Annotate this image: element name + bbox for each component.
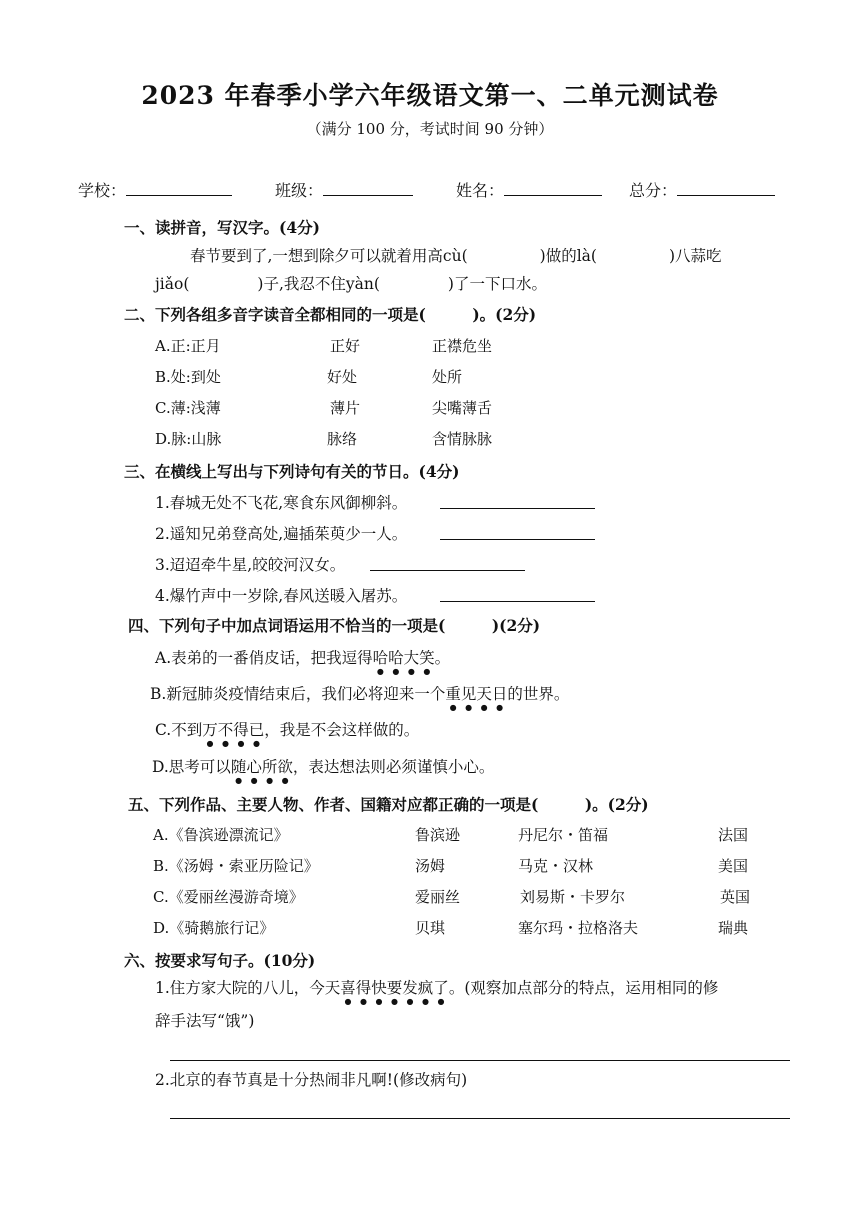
option-a[interactable]: A.正:正月 [155,337,221,355]
class-blank[interactable] [323,181,413,196]
q3-item-2: 2.遥知兄弟登高处,遍插茱萸少一人。 [155,525,408,543]
answer-line[interactable] [170,1060,790,1061]
q4-option-c[interactable] [155,718,419,748]
answer-line[interactable] [370,570,525,571]
q1-seg: )做的là( [539,247,597,265]
q1-heading: 一、读拼音，写汉字。(4分) [124,218,320,237]
q2-heading: 二、下列各组多音字读音全都相同的一项是( )。(2分) [124,305,537,324]
school-field[interactable] [78,178,232,201]
answer-line[interactable] [440,601,595,602]
q1-seg: jiǎo( [155,275,190,293]
q3-heading: 三、在横线上写出与下列诗句有关的节日。(4分) [124,462,460,481]
q4-seg: ，表达想法则必须谨慎小心。 [292,758,495,776]
q1-text-line2 [155,272,547,294]
class-label: 班级： [275,181,324,200]
q5-option-b[interactable]: B.《汤姆・索亚历险记》 [153,857,319,875]
school-label: 学校： [78,181,127,200]
answer-line[interactable] [170,1118,790,1119]
q5-person: 贝琪 [415,919,446,937]
q5-author: 塞尔玛・拉格洛夫 [518,919,639,937]
option-d[interactable]: D.脉:山脉 [155,430,222,448]
score-label: 总分： [629,181,678,200]
q4-seg: ，我是不会这样做的。 [264,721,420,739]
q5-nation: 英国 [720,888,751,906]
q5-author: 丹尼尔・笛福 [518,826,609,844]
q5-nation: 瑞典 [718,919,749,937]
q5-person: 爱丽丝 [415,888,461,906]
q6-seg: 1.住方家大院的八儿，今天 [155,979,341,997]
option-b-word2: 好处 [327,368,358,386]
option-c-word3: 尖嘴薄舌 [432,399,493,417]
q4-seg: 的世界。 [507,685,570,703]
q4-seg: B.新冠肺炎疫情结束后，我们必将迎来一个 [150,685,446,703]
q4-option-b[interactable] [150,682,569,712]
q5-option-a[interactable]: A.《鲁滨逊漂流记》 [153,826,289,844]
q5-nation: 美国 [718,857,749,875]
dotted-word: 哈哈大笑 [372,649,435,667]
score-blank[interactable] [677,181,775,196]
option-b-word3: 处所 [432,368,463,386]
q5-nation: 法国 [718,826,749,844]
q1-seg: 春节要到了,一想到除夕可以就着用高cù( [190,247,468,265]
q4-seg: C.不到 [155,721,203,739]
q5-author: 刘易斯・卡罗尔 [520,888,626,906]
q3-item-3: 3.迢迢牵牛星,皎皎河汉女。 [155,556,346,574]
name-label: 姓名： [456,181,505,200]
q5-option-d[interactable]: D.《骑鹅旅行记》 [153,919,275,937]
q4-seg: 。 [434,649,451,667]
q3-item-4: 4.爆竹声中一岁除,春风送暖入屠苏。 [155,587,408,605]
answer-line[interactable] [440,539,595,540]
score-field[interactable] [629,178,775,201]
q5-author: 马克・汉林 [518,857,594,875]
q1-seg: )八蒜吃 [668,247,722,265]
class-field[interactable] [275,178,413,201]
q4-seg: A.表弟的一番俏皮话，把我逗得 [155,649,373,667]
answer-line[interactable] [440,508,595,509]
dotted-word: 重见天日 [445,685,508,703]
q6-item-1 [155,976,718,1006]
q6-heading: 六、按要求写句子。(10分) [124,951,316,970]
q4-option-d[interactable] [152,755,494,785]
option-d-word3: 含情脉脉 [432,430,493,448]
q1-seg: )了一下口水。 [447,275,547,293]
q5-option-c[interactable]: C.《爱丽丝漫游奇境》 [153,888,304,906]
dotted-word: 随心所欲 [230,758,293,776]
dotted-word: 喜得快要发疯了 [340,979,449,997]
option-c[interactable]: C.薄:浅薄 [155,399,221,417]
q1-seg: )子,我忍不住yàn( [257,275,380,293]
q3-item-1: 1.春城无处不飞花,寒食东风御柳斜。 [155,494,408,512]
q6-item-2: 2.北京的春节真是十分热闹非凡啊!(修改病句) [155,1071,468,1089]
option-a-word2: 正好 [330,337,361,355]
page-subtitle: （满分 100 分，考试时间 90 分钟） [306,120,554,138]
q4-option-a[interactable] [155,646,450,676]
option-d-word2: 脉络 [327,430,358,448]
option-a-word3: 正襟危坐 [432,337,493,355]
option-b[interactable]: B.处:到处 [155,368,221,386]
q6-item-1-line2: 辞手法写“饿”) [155,1012,255,1030]
school-blank[interactable] [126,181,232,196]
q5-heading: 五、下列作品、主要人物、作者、国籍对应都正确的一项是( )。(2分) [128,795,649,814]
q4-heading: 四、下列句子中加点词语运用不恰当的一项是( )(2分) [128,616,541,635]
name-field[interactable] [456,178,602,201]
q6-seg: 。(观察加点部分的特点，运用相同的修 [448,979,719,997]
q4-seg: D.思考可以 [152,758,231,776]
q5-person: 汤姆 [415,857,446,875]
q1-text-line1 [190,244,722,266]
page-title: 2023 年春季小学六年级语文第一、二单元测试卷 [141,81,719,110]
option-c-word2: 薄片 [330,399,361,417]
name-blank[interactable] [504,181,602,196]
dotted-word: 万不得已 [202,721,265,739]
q5-person: 鲁滨逊 [415,826,461,844]
